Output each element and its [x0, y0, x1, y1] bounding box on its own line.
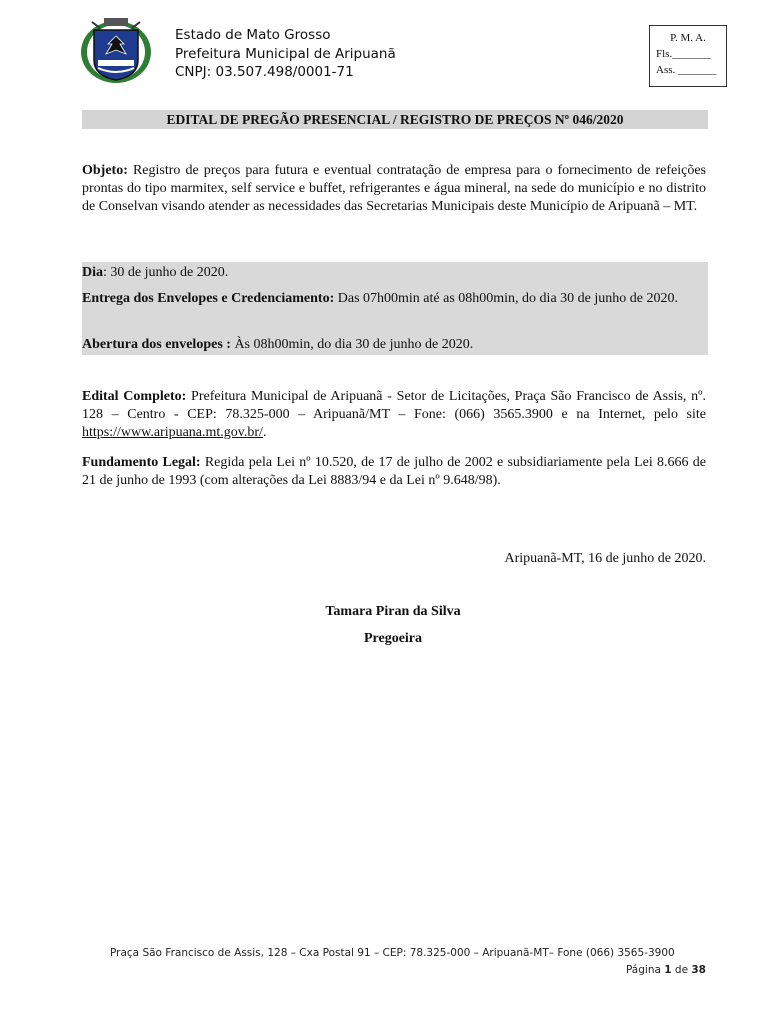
edital-completo-text: Prefeitura Municipal de Aripuanã - Setor de Licitações, Praça São Francisco de Assis, nº. 128 – Centro - CEP: 78.325-000 – Aripuanã/MT – Fone: (066) 3565.3900 e na Internet, pelo site — [82, 389, 706, 422]
entrega-text: Das 07h00min até as 08h00min, do dia 30 de junho de 2020. — [334, 291, 678, 306]
place-date: Aripuanã-MT, 16 de junho de 2020. — [504, 551, 706, 566]
page-current: 1 — [664, 964, 672, 976]
edital-completo-paragraph — [82, 388, 706, 442]
edital-completo-end: . — [262, 425, 267, 440]
footer-address: Praça São Francisco de Assis, 128 – Cxa Postal 91 – CEP: 78.325-000 – Aripuanã-MT– Fone (066) 3565-3900 — [110, 947, 675, 959]
entrega-line — [82, 289, 706, 308]
page-prefix: Página — [625, 964, 665, 976]
edital-completo-label: Edital Completo: — [82, 389, 187, 404]
fundamento-paragraph — [82, 454, 706, 490]
page-of: de — [671, 964, 692, 976]
objeto-paragraph — [82, 162, 706, 216]
objeto-text: Registro de preços para futura e eventual contratação de empresa para o fornecimento de refeições prontas do tipo marmitex, self service e buffet, refrigerantes e água mineral, na sede do município e no distrito de Conselvan visando atender as necessidades das Secretarias Municipais deste Município de Aripuanã – MT. — [82, 163, 706, 214]
pma-title: P. M. A. — [670, 32, 706, 44]
fundamento-text: Regida pela Lei nº 10.520, de 17 de julho de 2002 e subsidiariamente pela Lei 8.666 de 21 de junho de 1993 (com alterações da Lei 8883/94 e da Lei nº 9.648/98). — [82, 455, 706, 488]
abertura-text: Às 08h00min, do dia 30 de junho de 2020. — [230, 337, 474, 352]
fundamento-label: Fundamento Legal: — [82, 455, 201, 470]
pma-stamp-box — [649, 25, 727, 87]
state-name: Estado de Mato Grosso — [175, 27, 331, 43]
signer-role: Pregoeira — [363, 631, 423, 646]
footer-page-number — [626, 964, 706, 976]
prefecture-name: Prefeitura Municipal de Aripuanã — [175, 45, 396, 62]
abertura-label: Abertura dos envelopes : — [82, 337, 231, 352]
cnpj-number: CNPJ: 03.507.498/0001-71 — [175, 64, 354, 80]
pma-fls: Fls._______ — [656, 48, 711, 60]
municipal-crest-logo — [78, 18, 154, 84]
page-total: 38 — [691, 964, 706, 976]
dia-line — [82, 263, 706, 282]
pma-ass: Ass. _______ — [656, 64, 717, 76]
abertura-line — [82, 335, 706, 354]
dia-label: Dia — [82, 265, 103, 280]
dia-text: : 30 de junho de 2020. — [103, 265, 229, 280]
entrega-label: Entrega dos Envelopes e Credenciamento: — [82, 291, 335, 306]
document-title: EDITAL DE PREGÃO PRESENCIAL / REGISTRO DE PREÇOS Nº 046/2020 — [82, 110, 708, 129]
signer-name: Tamara Piran da Silva — [325, 604, 461, 619]
objeto-label: Objeto: — [82, 163, 128, 178]
header-block — [175, 26, 396, 82]
website-link[interactable]: https://www.aripuana.mt.gov.br/ — [82, 425, 263, 440]
